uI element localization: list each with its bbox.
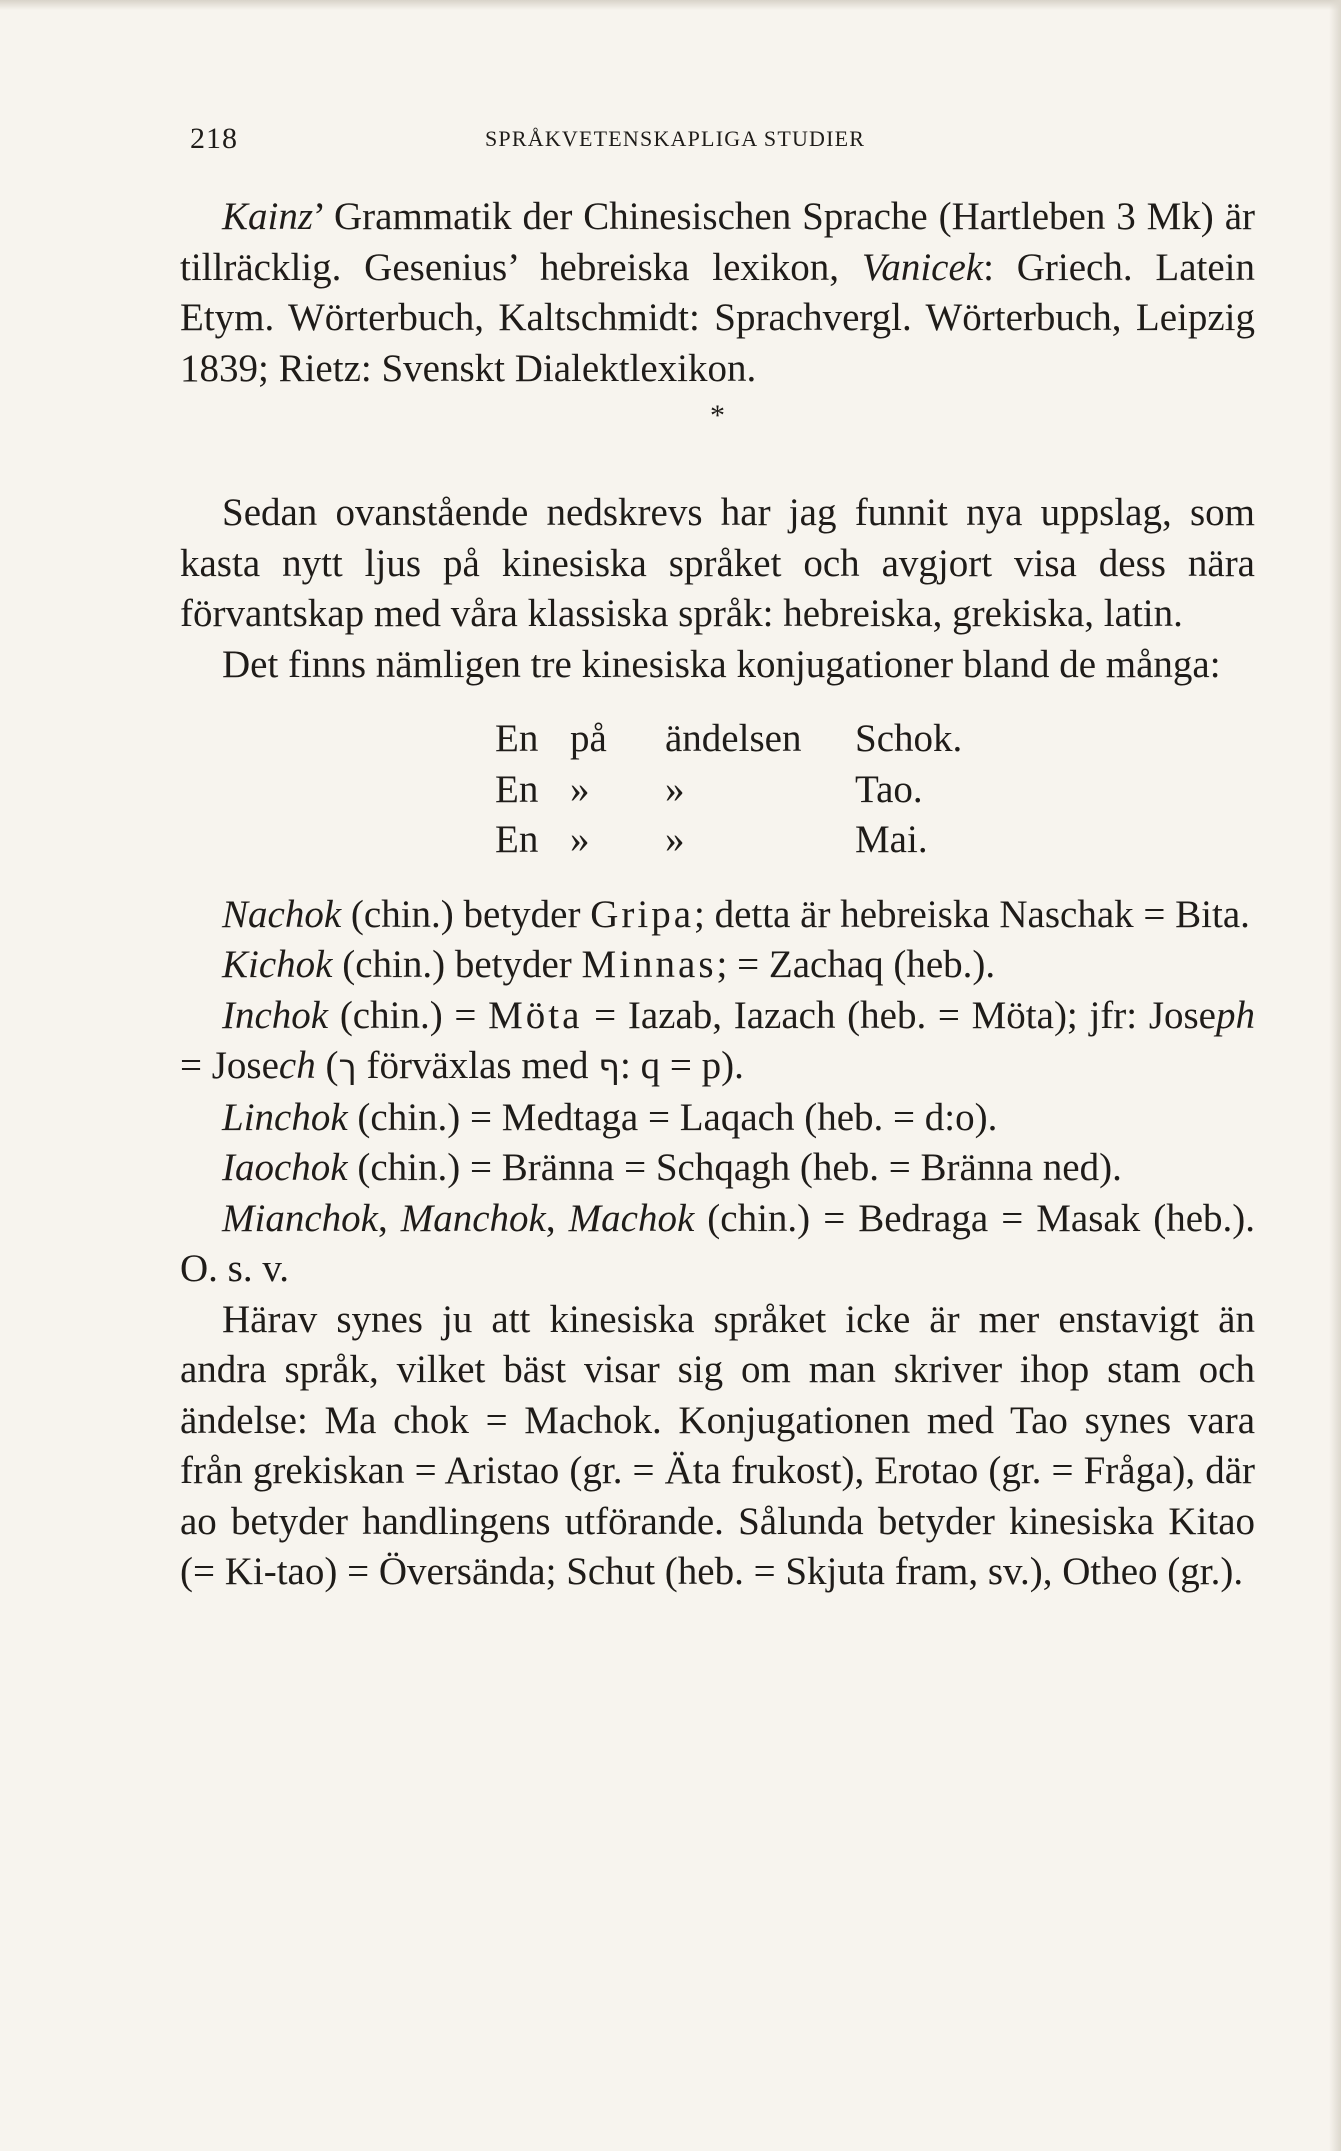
text-span: ; = Zachaq (heb.). [716, 943, 996, 986]
paragraph-inchok [180, 991, 1255, 1093]
conjugation-list [495, 714, 1255, 866]
page-edge-top [0, 0, 1341, 10]
paragraph-conclusion: Härav synes ju att kinesiska språket icke är mer enstavigt än andra språk, vilket bäst visar sig om man skriver ihop stam och ändelse: Ma chok = Machok. Konjugationen med Tao synes vara från grekiskan = Aristao (gr. = Äta frukost), Erotao (gr. = Fråga), där ao betyder handlingens utförande. Sålunda betyder kinesiska Kitao (= Ki-tao) = Översända; Schut (heb. = Skjuta fram, sv.), Otheo (gr.). [180, 1297, 1255, 1593]
conj-cell: på [570, 717, 607, 760]
conj-cell: Schok. [855, 717, 963, 760]
chinese-word: Inchok [222, 993, 329, 1037]
chinese-word: Kichok [222, 943, 333, 986]
conjugation-row [495, 765, 1255, 816]
conjugation-row [495, 714, 1255, 765]
paragraph-nachok [180, 890, 1255, 941]
conjugation-row [495, 815, 1255, 866]
conj-cell: » [665, 767, 685, 811]
running-title: SPRÅKVETENSKAPLIGA STUDIER [485, 126, 866, 151]
paragraph-kichok [180, 940, 1255, 991]
text-span: ; detta är hebreiska Naschak = Bita. [694, 892, 1250, 936]
text-span: : Griech. Latein Etym. Wörterbuch, Kaltschmidt: Sprachvergl. Wörterbuch, Leipzig 1839; Rietz: Svenskt Dialektlexikon. [180, 245, 1255, 390]
conj-cell: » [570, 767, 590, 811]
italic-suffix: ph [1216, 993, 1255, 1037]
conj-cell: » [665, 818, 685, 861]
section-separator: * [710, 399, 725, 432]
text-span: (chin.) = Medtaga = Laqach (heb. = d:o). [347, 1095, 998, 1139]
chinese-word: Linchok [222, 1095, 348, 1139]
spaced-word: Möta [488, 993, 583, 1037]
text-span: (chin.) = Bedraga = Masak (heb.). O. s. v. [180, 1196, 1256, 1290]
text-span: : q = p). [620, 1044, 744, 1087]
conj-cell: En [495, 818, 539, 861]
chinese-word: Machok [568, 1196, 695, 1240]
page-body [180, 192, 1255, 1598]
conj-cell: » [570, 818, 590, 861]
page-number: 218 [190, 122, 238, 155]
chinese-word: Mianchok [222, 1196, 378, 1240]
chinese-word: Iaochok [222, 1146, 348, 1189]
conj-cell: En [495, 767, 539, 811]
running-head [190, 122, 960, 162]
conj-cell: En [495, 717, 539, 760]
text-span: (chin.) = [328, 993, 489, 1037]
text-span: förväxlas med [356, 1044, 599, 1087]
text-span: ( [315, 1044, 339, 1087]
paragraph-mianchok [180, 1194, 1255, 1295]
spaced-word: Minnas [581, 943, 717, 986]
text-span: , [377, 1196, 401, 1240]
text-span: (chin.) betyder [332, 943, 582, 986]
text-span: = Jose [180, 1044, 279, 1087]
paragraph-linchok [180, 1093, 1255, 1144]
paragraph-conjugations-intro: Det finns nämligen tre kinesiska konjugationer bland de många: [222, 642, 1221, 686]
chinese-word: Manchok [400, 1196, 546, 1240]
page-edge-right [1329, 0, 1341, 2151]
hebrew-letter: ף [598, 1047, 621, 1087]
text-span: (chin.) = Bränna = Schqagh (heb. = Bränna ned). [347, 1146, 1122, 1189]
hebrew-letter: ך [338, 1047, 357, 1087]
spaced-word: Gripa [590, 892, 695, 936]
author-name-kainz: Kainz [222, 195, 314, 238]
paragraph-discovery: Sedan ovanstående nedskrevs har jag funnit nya uppslag, som kasta nytt ljus på kinesiska språket och avgjort visa dess nära förvantskap med våra klassiska språk: hebreiska, grekiska, latin. [180, 491, 1255, 635]
text-span: ’ Grammatik der Chinesischen Sprache (Hartleben 3 Mk) är tillräcklig. Gesenius’ hebreiska lexikon, [180, 195, 1255, 289]
text-span: , [545, 1196, 569, 1240]
paragraph-iaochok [180, 1143, 1255, 1194]
conj-cell: Tao. [855, 767, 923, 811]
italic-suffix: ch [278, 1044, 316, 1087]
conj-cell: ändelsen [665, 717, 802, 760]
author-name-vanicek: Vanicek [861, 245, 984, 289]
chinese-word: Nachok [222, 892, 342, 936]
paragraph-references [180, 192, 1255, 394]
text-span: (chin.) betyder [341, 892, 591, 936]
conj-cell: Mai. [855, 818, 928, 861]
text-span: = Iazab, Iazach (heb. = Möta); jfr: Jose [582, 993, 1216, 1037]
